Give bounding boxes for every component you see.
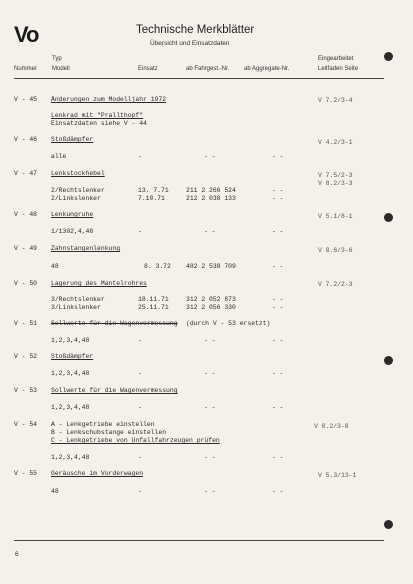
row-model: 2/Linkslenker (51, 195, 101, 202)
row-title: Stoßdämpfer (51, 136, 94, 143)
row-number: V - 52 (14, 353, 38, 360)
row-reference: V 7.2/3-4 (318, 97, 353, 104)
row-einsatz: - (138, 337, 142, 344)
col-header-einsatz: Einsatz (138, 66, 158, 72)
row-subtitle: Einsatzdaten siehe V - 44 (51, 120, 147, 127)
row-title: Änderungen zum Modelljahr 1972 (51, 96, 167, 103)
row-einsatz: - (138, 454, 142, 461)
punch-hole (384, 213, 393, 222)
row-aggregate: - - (272, 488, 284, 495)
row-aggregate: - - (272, 228, 284, 235)
col-header-eingearbeitet: Eingearbeitet (318, 56, 354, 62)
row-fahrgestell: - - (204, 228, 216, 235)
row-subitem: A - Lenkgetriebe einstellen (51, 421, 155, 428)
row-title: Lagerung des Mantelrohres (51, 280, 147, 287)
row-aggregate: - - (272, 404, 284, 411)
row-einsatz: 13. 7.71 (138, 187, 169, 194)
row-title: Geräusche im Vorderwagen (51, 470, 144, 477)
row-reference: V 8.2/3-3 (318, 180, 353, 187)
row-model: alle (51, 153, 67, 160)
row-note: (durch V - 53 ersetzt) (186, 320, 271, 327)
row-reference: V 5.1/8-1 (318, 213, 353, 220)
row-einsatz: - (138, 153, 142, 160)
row-number: V - 51 (14, 320, 38, 327)
row-number: V - 55 (14, 470, 38, 477)
col-header-nummer: Nummer (14, 66, 38, 72)
row-model: 2/Rechtslenker (51, 187, 105, 194)
row-title-crossed-out: Sollwerte für die Wagenvermessung (51, 320, 178, 327)
row-reference: V 4.2/3-1 (318, 139, 353, 146)
row-aggregate: - - (272, 195, 284, 202)
row-subitem: B - Lenkschubstange einstellen (51, 429, 167, 436)
row-model: 1,2,3,4,48 (51, 454, 90, 461)
row-model: 3/Linkslenker (51, 304, 101, 311)
footer-rule (14, 540, 384, 541)
row-model: 1,2,3,4,48 (51, 370, 90, 377)
row-number: V - 45 (14, 96, 38, 103)
row-number: V - 47 (14, 170, 38, 177)
row-aggregate: - - (272, 370, 284, 377)
row-model: 48 (51, 488, 59, 495)
row-number: V - 49 (14, 245, 38, 252)
punch-hole (384, 52, 393, 61)
row-reference: V 5.3/13-1 (318, 472, 357, 479)
row-aggregate: - - (272, 304, 284, 311)
row-einsatz: - (138, 370, 142, 377)
page-number: 6 (15, 551, 19, 558)
row-title: Lenkstockhebel (51, 170, 105, 177)
row-aggregate: - - (272, 337, 284, 344)
row-number: V - 46 (14, 136, 38, 143)
col-header-leitfaden: Leitfaden Seite (318, 66, 359, 72)
row-number: V - 50 (14, 280, 38, 287)
row-number: V - 53 (14, 387, 38, 394)
header-rule (14, 78, 384, 79)
row-fahrgestell: 482 2 538 709 (186, 263, 236, 270)
row-aggregate: - - (272, 263, 284, 270)
row-fahrgestell: - - (204, 153, 216, 160)
row-einsatz: - (138, 404, 142, 411)
punch-hole (384, 520, 393, 529)
document-subtitle: Übersicht und Einsatzdaten (150, 40, 230, 47)
row-aggregate: - - (272, 296, 284, 303)
row-reference: V 7.2/2-3 (318, 281, 353, 288)
brand-logo: Vo (14, 22, 39, 47)
document-title: Technische Merkblätter (136, 24, 255, 36)
row-fahrgestell: - - (204, 488, 216, 495)
row-reference: V 8.2/3-8 (314, 423, 349, 430)
row-einsatz: - (138, 228, 142, 235)
row-einsatz: 8. 3.72 (144, 263, 171, 270)
row-model: 3/Rechtslenker (51, 296, 105, 303)
row-fahrgestell: 312 2 052 873 (186, 296, 236, 303)
row-title: Sollwerte für die Wagenvermessung (51, 387, 178, 394)
row-title: Lenkungruhe (51, 211, 94, 218)
row-fahrgestell: 212 2 038 133 (186, 195, 236, 202)
row-number: V - 48 (14, 211, 38, 218)
row-aggregate: - - (272, 187, 284, 194)
row-title: Zahnstangenlenkung (51, 245, 121, 252)
row-subitem: C - Lenkgetriebe von Unfallfahrzeugen prüfen (51, 437, 220, 444)
row-fahrgestell: 312 2 056 330 (186, 304, 236, 311)
row-aggregate: - - (272, 153, 284, 160)
row-fahrgestell: - - (204, 404, 216, 411)
row-title: Stoßdämpfer (51, 353, 94, 360)
row-fahrgestell: - - (204, 337, 216, 344)
row-einsatz: 7.10.71 (138, 195, 165, 202)
row-reference: V 8.6/3-6 (318, 247, 353, 254)
row-fahrgestell: - - (204, 454, 216, 461)
row-model: 1/1302,4,48 (51, 228, 94, 235)
col-header-modell: Modell (52, 66, 70, 72)
col-header-typ: Typ (52, 56, 62, 62)
row-fahrgestell: - - (204, 370, 216, 377)
row-einsatz: 25.11.71 (138, 304, 169, 311)
row-number: V - 54 (14, 421, 38, 428)
col-header-aggregate: ab Aggregate-Nr. (244, 66, 290, 72)
row-einsatz: 18.11.71 (138, 296, 169, 303)
row-model: 1,2,3,4,48 (51, 404, 90, 411)
row-subtitle: Lenkrad mit "Prallthopf" (51, 112, 144, 119)
row-fahrgestell: 211 2 266 524 (186, 187, 236, 194)
row-einsatz: - (138, 488, 142, 495)
punch-hole (384, 356, 393, 365)
row-aggregate: - - (272, 454, 284, 461)
row-model: 1,2,3,4,48 (51, 337, 90, 344)
col-header-fahrgestell: ab Fahrgest.-Nr. (186, 66, 230, 72)
row-reference: V 7.5/2-3 (318, 172, 353, 179)
row-model: 48 (51, 263, 59, 270)
